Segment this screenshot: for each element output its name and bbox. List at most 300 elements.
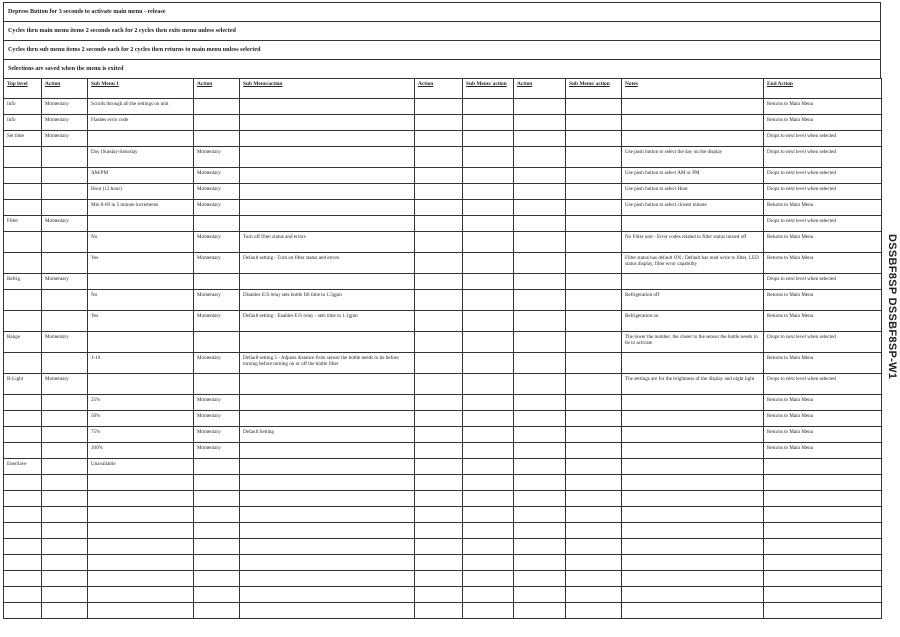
table-cell [566, 523, 622, 539]
table-cell: 100% [88, 443, 194, 459]
column-header: Action [514, 79, 566, 99]
table-cell [42, 443, 88, 459]
table-cell [42, 290, 88, 311]
table-cell [622, 475, 764, 491]
table-cell [622, 427, 764, 443]
table-cell [4, 353, 42, 374]
table-cell: Returns to Main Menu [764, 395, 882, 411]
table-cell [514, 395, 566, 411]
table-cell: Drops to next level when selected [764, 332, 882, 353]
table-cell [514, 353, 566, 374]
column-header: Top level [4, 79, 42, 99]
table-cell [4, 603, 42, 619]
table-cell [566, 459, 622, 475]
table-cell [566, 587, 622, 603]
table-cell [514, 523, 566, 539]
table-cell [415, 274, 463, 290]
table-cell [566, 274, 622, 290]
table-cell [42, 523, 88, 539]
table-cell [622, 491, 764, 507]
table-cell [415, 539, 463, 555]
table-cell [566, 443, 622, 459]
table-cell [415, 168, 463, 184]
table-cell [42, 555, 88, 571]
table-cell [566, 290, 622, 311]
table-cell [463, 374, 514, 395]
table-cell: Returns to Main Menu [764, 99, 882, 115]
table-cell [463, 459, 514, 475]
table-cell: AM/PM [88, 168, 194, 184]
table-cell [194, 539, 240, 555]
table-cell [463, 232, 514, 253]
table-cell: The settings are for the brightness of the display and night light [622, 374, 764, 395]
table-cell [415, 571, 463, 587]
table-cell [4, 539, 42, 555]
table-cell [415, 555, 463, 571]
table-cell [42, 253, 88, 274]
table-cell [463, 443, 514, 459]
table-cell: Default Setting [240, 427, 415, 443]
table-cell [622, 539, 764, 555]
table-cell [4, 168, 42, 184]
table-cell: Min 0-69 in 5 minute increments [88, 200, 194, 216]
table-cell: Momentary [42, 115, 88, 131]
table-cell [463, 523, 514, 539]
table-cell [42, 311, 88, 332]
table-cell: Momentary [42, 131, 88, 147]
table-row [4, 507, 882, 523]
table-cell: Turn off filter status and errors [240, 232, 415, 253]
column-header: Sub Menu/ action [566, 79, 622, 99]
table-cell: Yes [88, 311, 194, 332]
table-cell: Refrigeration off [622, 290, 764, 311]
table-cell [415, 587, 463, 603]
table-cell [194, 523, 240, 539]
table-cell [42, 539, 88, 555]
table-cell [4, 200, 42, 216]
table-cell [194, 374, 240, 395]
table-cell [514, 311, 566, 332]
table-cell [88, 523, 194, 539]
table-cell [622, 216, 764, 232]
table-cell: Hour (12 hour) [88, 184, 194, 200]
table-cell [514, 184, 566, 200]
table-cell [514, 131, 566, 147]
table-cell [514, 427, 566, 443]
table-cell [88, 507, 194, 523]
table-row [4, 475, 882, 491]
table-cell: Returns to Main Menu [764, 200, 882, 216]
table-cell: No Filter unit - Error codes related to filter status turned off [622, 232, 764, 253]
table-cell: Refrig [4, 274, 42, 290]
table-cell [764, 587, 882, 603]
table-cell: 1-10 [88, 353, 194, 374]
table-cell [240, 147, 415, 168]
table-cell [240, 491, 415, 507]
table-cell [4, 555, 42, 571]
table-cell [415, 290, 463, 311]
column-header: Action [42, 79, 88, 99]
table-cell [194, 587, 240, 603]
table-row [4, 311, 882, 332]
table-row [4, 131, 882, 147]
table-cell [415, 459, 463, 475]
table-cell [622, 459, 764, 475]
table-cell: Use push button to select closest minute [622, 200, 764, 216]
table-cell: Momentary [42, 374, 88, 395]
table-cell [42, 587, 88, 603]
table-cell: Momentary [194, 290, 240, 311]
table-cell [415, 232, 463, 253]
table-cell [88, 374, 194, 395]
table-cell [463, 274, 514, 290]
table-cell [622, 411, 764, 427]
table-cell [463, 99, 514, 115]
table-cell [566, 475, 622, 491]
column-header: Action [415, 79, 463, 99]
table-cell [622, 395, 764, 411]
table-cell [240, 555, 415, 571]
table-row [4, 99, 882, 115]
table-row [4, 411, 882, 427]
table-cell [240, 200, 415, 216]
table-cell [514, 274, 566, 290]
table-cell [514, 232, 566, 253]
table-cell [88, 131, 194, 147]
table-cell [240, 332, 415, 353]
table-cell: Returns to Main Menu [764, 115, 882, 131]
table-cell [514, 115, 566, 131]
header-row [4, 79, 882, 99]
table-cell [463, 184, 514, 200]
table-cell: No [88, 290, 194, 311]
instruction-line: Selections are saved when the menu is exited [3, 59, 881, 78]
table-cell: No [88, 232, 194, 253]
table-cell [240, 216, 415, 232]
table-cell [240, 131, 415, 147]
table-cell [88, 603, 194, 619]
table-cell [240, 168, 415, 184]
table-cell [415, 523, 463, 539]
table-cell [4, 253, 42, 274]
table-cell [514, 555, 566, 571]
table-cell [622, 353, 764, 374]
table-cell [42, 459, 88, 475]
table-cell [622, 443, 764, 459]
column-header: End Action [764, 79, 882, 99]
column-header: Sub Menu 1 [88, 79, 194, 99]
table-cell: Drops to next level when selected [764, 168, 882, 184]
table-cell [415, 131, 463, 147]
table-cell [415, 603, 463, 619]
table-cell: Flashes error code [88, 115, 194, 131]
table-cell [514, 253, 566, 274]
table-cell [566, 147, 622, 168]
table-cell [463, 475, 514, 491]
table-row [4, 274, 882, 290]
table-cell [566, 115, 622, 131]
table-cell [514, 374, 566, 395]
table-cell: Drops to next level when selected [764, 147, 882, 168]
table-cell [514, 147, 566, 168]
table-cell [4, 290, 42, 311]
table-cell [194, 491, 240, 507]
table-cell [566, 332, 622, 353]
column-header: Notes [622, 79, 764, 99]
table-cell [240, 475, 415, 491]
table-cell [764, 491, 882, 507]
table-cell: Momentary [42, 274, 88, 290]
table-cell: Unavailable [88, 459, 194, 475]
table-cell [42, 571, 88, 587]
table-cell [463, 200, 514, 216]
table-cell [764, 475, 882, 491]
table-cell: Returns to Main Menu [764, 443, 882, 459]
table-cell [240, 443, 415, 459]
table-cell [240, 115, 415, 131]
table-cell [463, 603, 514, 619]
table-cell [622, 115, 764, 131]
table-cell [88, 539, 194, 555]
table-cell [514, 99, 566, 115]
table-row [4, 555, 882, 571]
table-cell [194, 571, 240, 587]
table-cell: Momentary [194, 311, 240, 332]
table-cell [415, 374, 463, 395]
table-cell [194, 99, 240, 115]
table-cell [194, 115, 240, 131]
table-cell [4, 507, 42, 523]
table-cell: Info [4, 115, 42, 131]
table-cell [240, 603, 415, 619]
table-cell [88, 216, 194, 232]
table-cell [622, 131, 764, 147]
table-cell [463, 507, 514, 523]
table-row [4, 184, 882, 200]
table-cell [463, 539, 514, 555]
table-cell [42, 147, 88, 168]
table-cell [4, 232, 42, 253]
table-cell: Yes [88, 253, 194, 274]
table-cell: Returns to Main Menu [764, 290, 882, 311]
table-cell [566, 232, 622, 253]
table-cell [514, 587, 566, 603]
table-cell [566, 99, 622, 115]
table-cell [4, 571, 42, 587]
table-cell [622, 587, 764, 603]
table-cell [566, 216, 622, 232]
table-cell [42, 200, 88, 216]
table-cell [4, 395, 42, 411]
table-cell [240, 571, 415, 587]
table-cell [514, 507, 566, 523]
table-row [4, 587, 882, 603]
table-cell [415, 253, 463, 274]
table-cell [415, 475, 463, 491]
table-cell [42, 353, 88, 374]
table-cell [566, 427, 622, 443]
instruction-line: Cycles thru main menu items 2 seconds each for 2 cycles then exits menu unless selected [3, 21, 881, 40]
table-row [4, 571, 882, 587]
table-cell [764, 507, 882, 523]
table-cell [88, 555, 194, 571]
table-cell: The lower the number, the closer to the sensor the bottle needs to be to activate [622, 332, 764, 353]
table-cell [514, 571, 566, 587]
table-cell [4, 427, 42, 443]
table-row [4, 200, 882, 216]
table-row [4, 290, 882, 311]
table-cell: Returns to Main Menu [764, 427, 882, 443]
table-cell [194, 274, 240, 290]
table-cell [88, 587, 194, 603]
table-cell [463, 147, 514, 168]
table-cell [566, 311, 622, 332]
table-cell: Returns to Main Menu [764, 353, 882, 374]
table-cell [514, 332, 566, 353]
table-cell [194, 555, 240, 571]
table-cell [463, 411, 514, 427]
table-cell [514, 200, 566, 216]
table-row [4, 459, 882, 475]
table-cell [4, 311, 42, 332]
table-cell [88, 475, 194, 491]
table-cell [240, 523, 415, 539]
table-cell [88, 571, 194, 587]
table-cell [240, 374, 415, 395]
table-cell [415, 443, 463, 459]
table-cell [514, 290, 566, 311]
table-cell: Momentary [194, 168, 240, 184]
table-cell [566, 184, 622, 200]
table-cell [463, 311, 514, 332]
table-cell [566, 491, 622, 507]
table-cell [764, 539, 882, 555]
table-row [4, 147, 882, 168]
table-cell [415, 491, 463, 507]
table-cell: Momentary [194, 253, 240, 274]
table-cell [194, 131, 240, 147]
table-cell [194, 603, 240, 619]
table-cell [42, 232, 88, 253]
table-cell [240, 411, 415, 427]
table-cell: Use push button to select Hour [622, 184, 764, 200]
table-cell [415, 507, 463, 523]
table-cell [42, 184, 88, 200]
table-cell: Drops to next level when selected [764, 131, 882, 147]
table-cell [88, 491, 194, 507]
table-cell [42, 507, 88, 523]
table-cell [240, 184, 415, 200]
table-cell [415, 200, 463, 216]
table-cell [415, 411, 463, 427]
table-cell [42, 491, 88, 507]
table-cell [463, 395, 514, 411]
table-cell: Momentary [194, 427, 240, 443]
table-row [4, 539, 882, 555]
table-cell [42, 411, 88, 427]
table-cell [415, 147, 463, 168]
table-cell [566, 253, 622, 274]
table-cell [463, 131, 514, 147]
table-cell [415, 216, 463, 232]
table-cell [415, 332, 463, 353]
table-cell [463, 216, 514, 232]
table-cell [622, 523, 764, 539]
table-cell [566, 374, 622, 395]
table-cell [415, 311, 463, 332]
table-cell [764, 555, 882, 571]
column-header: Sub Menu/ action [463, 79, 514, 99]
table-cell [240, 587, 415, 603]
table-row [4, 427, 882, 443]
table-row [4, 232, 882, 253]
table-row [4, 168, 882, 184]
table-cell [764, 603, 882, 619]
table-cell [240, 99, 415, 115]
table-cell [566, 200, 622, 216]
table-cell [88, 274, 194, 290]
table-cell: Momentary [194, 200, 240, 216]
table-cell: B-Light [4, 374, 42, 395]
table-cell: Default setting - Turn on filter status and errors [240, 253, 415, 274]
table-cell: Filter status has default ON / Default has read write to filter, LED status display, filter error capability [622, 253, 764, 274]
table-cell: Scrolls through all the settings on unit [88, 99, 194, 115]
table-cell: Momentary [194, 147, 240, 168]
table-cell: EnerSave [4, 459, 42, 475]
table-body [4, 99, 882, 619]
table-row [4, 216, 882, 232]
table-cell [4, 475, 42, 491]
table-cell [4, 411, 42, 427]
table-cell [514, 491, 566, 507]
table-cell: Momentary [194, 232, 240, 253]
table-cell [4, 184, 42, 200]
table-cell: Refrigeration on [622, 311, 764, 332]
table-cell [194, 507, 240, 523]
table-cell [194, 459, 240, 475]
table-cell: Returns to Main Menu [764, 411, 882, 427]
instruction-line: Depress Button for 3 seconds to activate main menu - release [3, 2, 881, 21]
table-row [4, 523, 882, 539]
table-cell [240, 274, 415, 290]
menu-table [3, 78, 882, 619]
table-cell [463, 587, 514, 603]
table-cell [514, 539, 566, 555]
table-cell [415, 353, 463, 374]
table-cell [764, 459, 882, 475]
table-cell: Day (Sunday-Saturday [88, 147, 194, 168]
table-cell: Momentary [42, 216, 88, 232]
table-cell: Momentary [42, 99, 88, 115]
table-cell [622, 555, 764, 571]
table-cell [566, 603, 622, 619]
table-cell [566, 507, 622, 523]
table-cell [415, 115, 463, 131]
table-cell [42, 475, 88, 491]
table-cell: Disables E/S relay sets bottle fill time to 1.5gpm [240, 290, 415, 311]
table-cell: Returns to Main Menu [764, 311, 882, 332]
table-cell [566, 571, 622, 587]
table-cell: Returns to Main Menu [764, 232, 882, 253]
table-row [4, 253, 882, 274]
table-cell [514, 459, 566, 475]
table-row [4, 491, 882, 507]
table-cell [764, 523, 882, 539]
table-cell [240, 539, 415, 555]
table-cell [514, 443, 566, 459]
table-cell: Info [4, 99, 42, 115]
table-cell [566, 353, 622, 374]
